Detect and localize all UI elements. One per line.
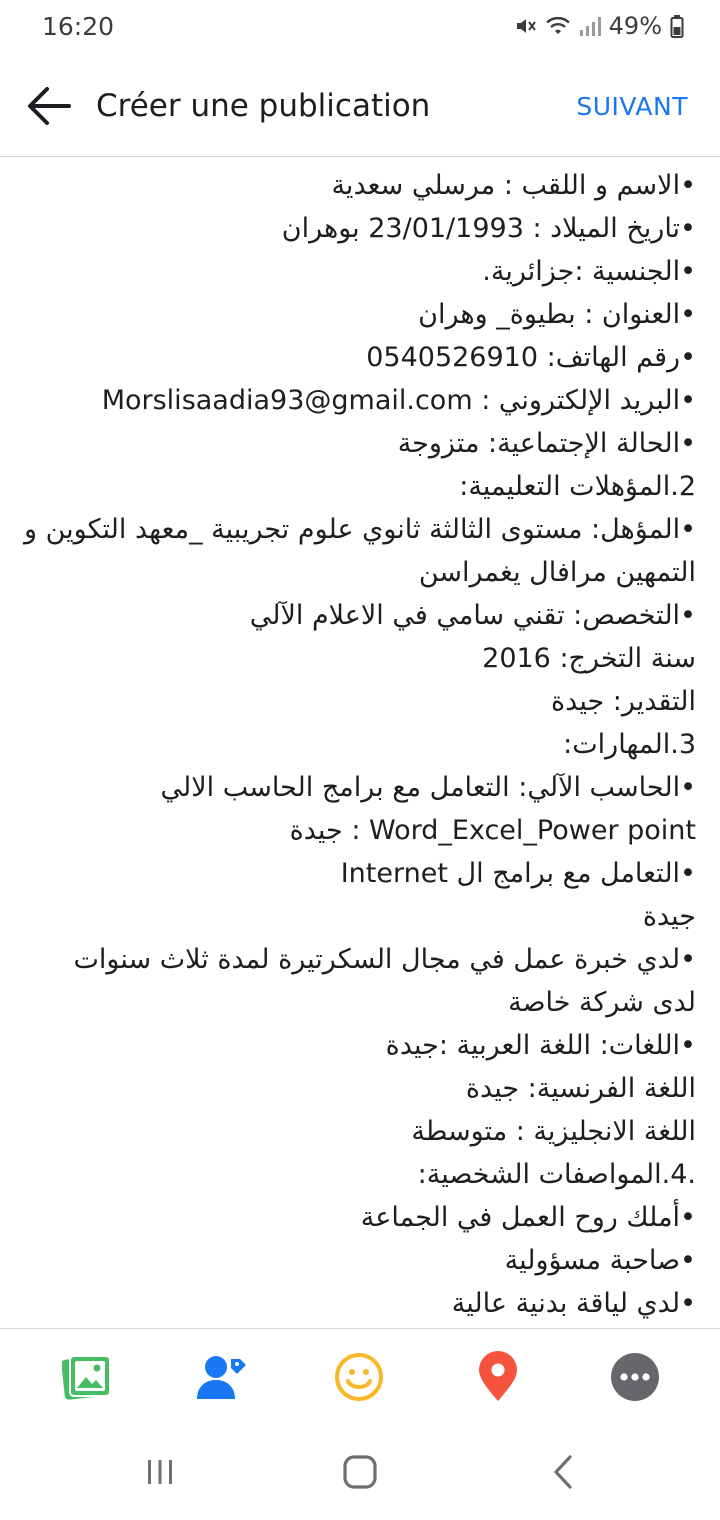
home-icon: [342, 1454, 378, 1490]
post-line: جيدة: [642, 901, 696, 932]
next-button[interactable]: SUIVANT: [576, 92, 688, 121]
post-line: سنة التخرج: 2016: [482, 643, 696, 674]
post-line: •الاسم و اللقب : مرسلي سعدية: [331, 170, 696, 201]
nav-back-button[interactable]: [540, 1448, 588, 1496]
mute-icon: [513, 14, 537, 38]
tag-people-button[interactable]: [196, 1351, 248, 1403]
post-line: •أملك روح العمل في الجماعة: [360, 1202, 696, 1233]
post-line: •العنوان : بطيوة_ وهران: [418, 299, 696, 330]
post-line: التقدير: جيدة: [551, 686, 696, 717]
signal-icon: [579, 15, 601, 37]
tag-people-icon: [196, 1353, 248, 1401]
composer-toolbar: [0, 1328, 720, 1425]
post-line: •الجنسية :جزائرية.: [482, 256, 696, 287]
status-bar: [0, 0, 720, 56]
wifi-icon: [545, 15, 571, 37]
photo-icon: [62, 1354, 112, 1400]
post-line: •الحالة الإجتماعية: متزوجة: [397, 428, 696, 459]
post-line: •الحاسب الآلي: التعامل مع برامج الحاسب الالي: [160, 772, 696, 803]
more-icon: [610, 1352, 660, 1402]
post-line: 2.المؤهلات التعليمية:: [459, 471, 696, 502]
more-options-button[interactable]: [609, 1351, 661, 1403]
home-button[interactable]: [336, 1448, 384, 1496]
back-button[interactable]: [22, 82, 74, 130]
battery-percent: 49%: [608, 12, 662, 40]
status-time: 16:20: [42, 12, 115, 41]
post-line: Word_Excel_Power point : جيدة: [289, 815, 696, 846]
post-line: 3.المهارات:: [563, 729, 696, 760]
back-icon: [551, 1454, 577, 1490]
page-title: Créer une publication: [96, 88, 431, 124]
post-line: •التخصص: تقني سامي في الاعلام الآلي: [249, 600, 696, 631]
post-line: •لدي لياقة بدنية عالية: [451, 1288, 696, 1319]
post-line: •المؤهل: مستوى الثالثة ثانوي علوم تجريبية _معهد التكوين و التمهين مرافال يغمراسن: [23, 514, 696, 588]
location-button[interactable]: [472, 1351, 524, 1403]
post-line: •اللغات: اللغة العربية :جيدة: [385, 1030, 696, 1061]
post-line: •التعامل مع برامج ال Internet: [340, 858, 696, 889]
app-header: [0, 56, 720, 157]
feeling-button[interactable]: [333, 1351, 385, 1403]
feeling-icon: [334, 1352, 384, 1402]
system-nav-bar: [0, 1424, 720, 1520]
post-line: •البريد الإلكتروني : Morslisaadia93@gmail.com: [101, 385, 696, 416]
post-line: .4.المواصفات الشخصية:: [417, 1159, 696, 1190]
post-line: •تاريخ الميلاد : 23/01/1993 بوهران: [281, 213, 696, 244]
post-line: اللغة الفرنسية: جيدة: [465, 1073, 696, 1104]
post-line: •صاحبة مسؤولية: [504, 1245, 696, 1276]
status-icons: [513, 12, 684, 40]
scrolled-line-remnant: [0, 157, 720, 164]
arrow-left-icon: [25, 86, 71, 126]
location-icon: [476, 1351, 520, 1403]
add-photo-button[interactable]: [61, 1351, 113, 1403]
post-line: •لدي خبرة عمل في مجال السكرتيرة لمدة ثلاث سنوات لدى شركة خاصة: [73, 944, 696, 1018]
battery-icon: [670, 14, 684, 38]
post-composer[interactable]: [0, 157, 720, 1328]
recent-apps-icon: [143, 1457, 177, 1487]
post-text-area[interactable]: [0, 164, 720, 1325]
recent-apps-button[interactable]: [136, 1448, 184, 1496]
post-line: •رقم الهاتف: 0540526910: [366, 342, 696, 373]
post-line: اللغة الانجليزية : متوسطة: [411, 1116, 696, 1147]
